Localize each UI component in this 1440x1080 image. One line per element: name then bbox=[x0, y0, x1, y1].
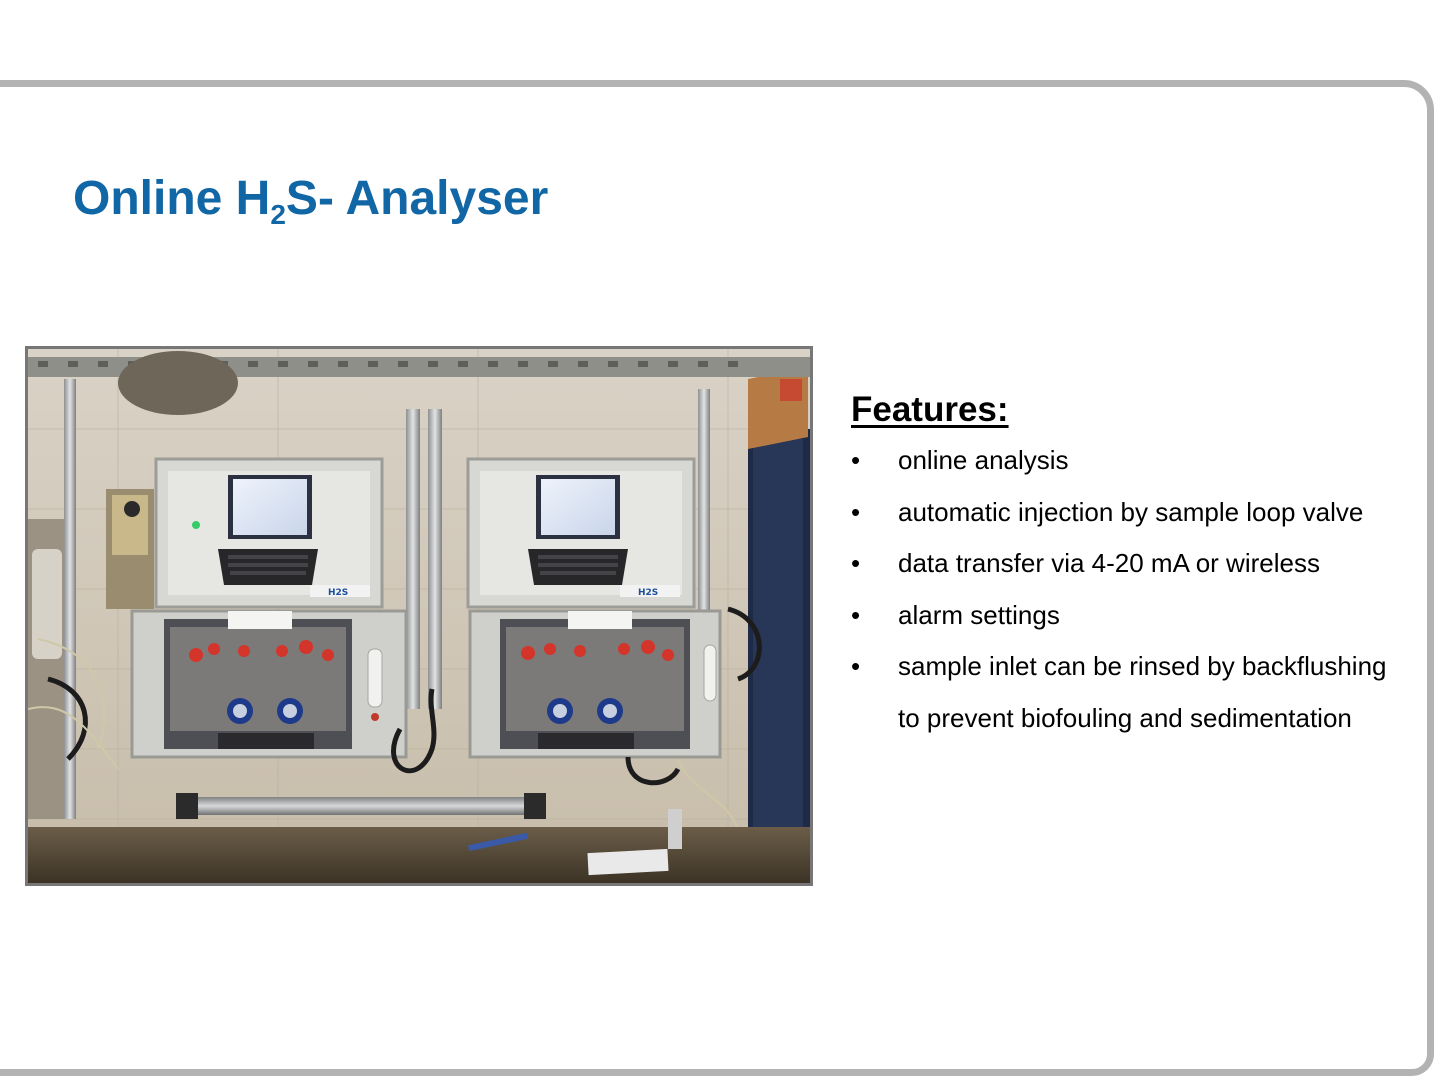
features-section bbox=[851, 389, 1411, 744]
features-heading: Features: bbox=[851, 390, 1009, 429]
feature-label: data transfer via 4-20 mA or wireless bbox=[898, 548, 1320, 578]
title-prefix: Online H bbox=[73, 172, 271, 225]
features-list bbox=[851, 435, 1411, 744]
bullet-icon: • bbox=[851, 599, 861, 630]
feature-item bbox=[851, 487, 1398, 539]
left-analyser bbox=[132, 459, 406, 757]
bullet-icon: • bbox=[851, 548, 861, 578]
title-suffix: S- Analyser bbox=[285, 172, 549, 225]
feature-label: online analysis bbox=[898, 445, 1069, 475]
feature-item bbox=[851, 435, 1398, 487]
analyser-photo bbox=[25, 346, 813, 886]
title-subscript: 2 bbox=[270, 199, 286, 230]
feature-label: automatic injection by sample loop valve bbox=[898, 496, 1364, 527]
feature-item bbox=[851, 590, 1398, 642]
left-unit-label: H2S bbox=[328, 588, 349, 598]
slide-title bbox=[73, 170, 548, 228]
feature-item bbox=[851, 538, 1398, 590]
bullet-icon: • bbox=[851, 496, 861, 527]
bullet-icon: • bbox=[851, 445, 861, 475]
right-unit-label: H2S bbox=[638, 588, 659, 598]
feature-label: alarm settings bbox=[898, 599, 1060, 630]
bullet-icon: • bbox=[851, 651, 861, 681]
right-analyser bbox=[468, 459, 720, 757]
feature-item bbox=[851, 641, 1398, 744]
feature-label: sample inlet can be rinsed by backflushing to prevent biofouling and sedimentation bbox=[898, 651, 1387, 733]
